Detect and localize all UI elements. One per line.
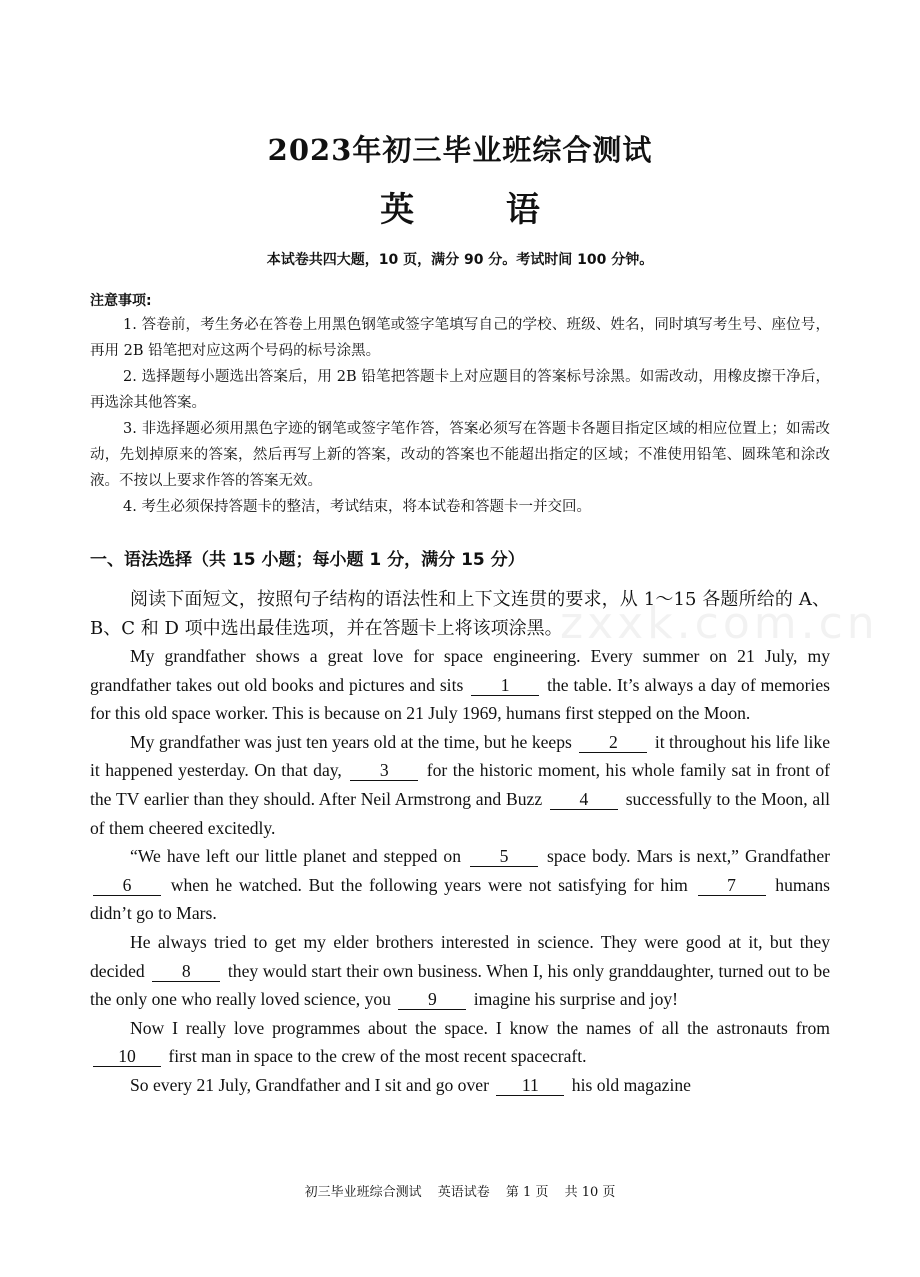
passage-text: it throughout his life like it happened yesterday. On that day, bbox=[90, 731, 831, 781]
answer-blank: 1 bbox=[471, 675, 539, 696]
notice-item: 2. 选择题每小题选出答案后，用 2B 铅笔把答题卡上对应题目的答案标号涂黑。如需改动，用橡皮擦干净后，再选涂其他答案。 bbox=[90, 369, 830, 411]
answer-blank: 4 bbox=[550, 789, 618, 810]
passage-text: his old magazine bbox=[571, 1074, 691, 1095]
paragraph bbox=[90, 1071, 830, 1100]
section-instruction: 阅读下面短文，按照句子结构的语法性和上下文连贯的要求，从 1～15 各题所给的 A、B、C 和 D 项中选出最佳选项，并在答题卡上将该项涂黑。 bbox=[90, 589, 830, 639]
paragraph bbox=[90, 842, 830, 928]
answer-blank: 9 bbox=[398, 989, 466, 1010]
paragraph bbox=[90, 642, 830, 728]
footer-exam: 初三毕业班综合测试 bbox=[304, 1185, 422, 1200]
passage-text: for the historic moment, his whole family sat in front of the TV earlier than they should. After Neil Armstrong and Buzz bbox=[90, 760, 830, 809]
footer-total: 共 10 页 bbox=[564, 1185, 616, 1200]
footer-page: 第 1 页 bbox=[505, 1185, 549, 1200]
answer-blank: 10 bbox=[93, 1046, 161, 1067]
notice-heading: 注意事项: bbox=[90, 293, 152, 309]
answer-blank: 6 bbox=[93, 875, 161, 896]
passage-text: imagine his surprise and joy! bbox=[473, 989, 679, 1010]
section-heading: 一、语法选择（共 15 小题；每小题 1 分，满分 15 分） bbox=[90, 550, 525, 570]
passage-text: first man in space to the crew of the most recent spacecraft. bbox=[168, 1046, 587, 1067]
passage-text: So every 21 July, Grandfather and I sit and go over bbox=[130, 1074, 489, 1095]
notice-item: 4. 考生必须保持答题卡的整洁，考试结束，将本试卷和答题卡一并交回。 bbox=[123, 499, 591, 515]
passage-text: the table. It’s always a day of memories for this old space worker. This is because on 21 July 1969, humans first stepped on the Moon. bbox=[90, 674, 830, 724]
passage-text: they would start their own business. When I, his only granddaughter, turned out to be the only one who really loved science, you bbox=[90, 960, 830, 1010]
exam-title: 2023年初三毕业班综合测试 bbox=[267, 133, 653, 167]
answer-blank: 3 bbox=[350, 760, 418, 781]
page-footer bbox=[0, 1181, 920, 1200]
passage-text: “We have left our little planet and stepped on bbox=[130, 846, 461, 867]
watermark: zxxk.com.cn bbox=[560, 598, 879, 649]
notice-item: 1. 答卷前，考生务必在答卷上用黑色钢笔或签字笔填写自己的学校、班级、姓名，同时填写考生号、座位号，再用 2B 铅笔把对应这两个号码的标号涂黑。 bbox=[90, 317, 830, 359]
passage-text: He always tried to get my elder brothers interested in science. They were good at it, but they decided bbox=[90, 931, 830, 981]
paragraph bbox=[90, 928, 830, 1014]
passage-text: space body. Mars is next,” Grandfather bbox=[547, 846, 830, 867]
answer-blank: 11 bbox=[496, 1075, 564, 1096]
passage-text: successfully to the Moon, all of them cheered excitedly. bbox=[90, 788, 830, 838]
passage-text: humans didn’t go to Mars. bbox=[90, 874, 831, 924]
paragraph bbox=[90, 728, 830, 842]
answer-blank: 5 bbox=[470, 846, 538, 867]
subject-title: 英 语 bbox=[380, 190, 580, 230]
answer-blank: 8 bbox=[152, 961, 220, 982]
notice-item: 3. 非选择题必须用黑色字迹的钢笔或签字笔作答，答案必须写在答题卡各题目指定区域的相应位置上；如需改动，先划掉原来的答案，然后再写上新的答案，改动的答案也不能超出指定的区域；不准使用铅笔、圆珠笔和涂改液。不按以上要求作答的答案无效。 bbox=[90, 421, 830, 489]
exam-info: 本试卷共四大题，10 页，满分 90 分。考试时间 100 分钟。 bbox=[266, 252, 654, 268]
answer-blank: 7 bbox=[698, 875, 766, 896]
paragraph bbox=[90, 1014, 830, 1071]
passage-text: Now I really love programmes about the space. I know the names of all the astronauts from bbox=[130, 1017, 830, 1038]
reading-passage bbox=[90, 642, 830, 1100]
passage-text: My grandfather was just ten years old at the time, but he keeps bbox=[130, 731, 572, 752]
answer-blank: 2 bbox=[579, 732, 647, 753]
passage-text: when he watched. But the following years were not satisfying for him bbox=[170, 874, 688, 895]
footer-paper: 英语试卷 bbox=[437, 1185, 490, 1200]
passage-text: My grandfather shows a great love for space engineering. Every summer on 21 July, my grandfather takes out old books and pictures and sits bbox=[90, 646, 830, 695]
